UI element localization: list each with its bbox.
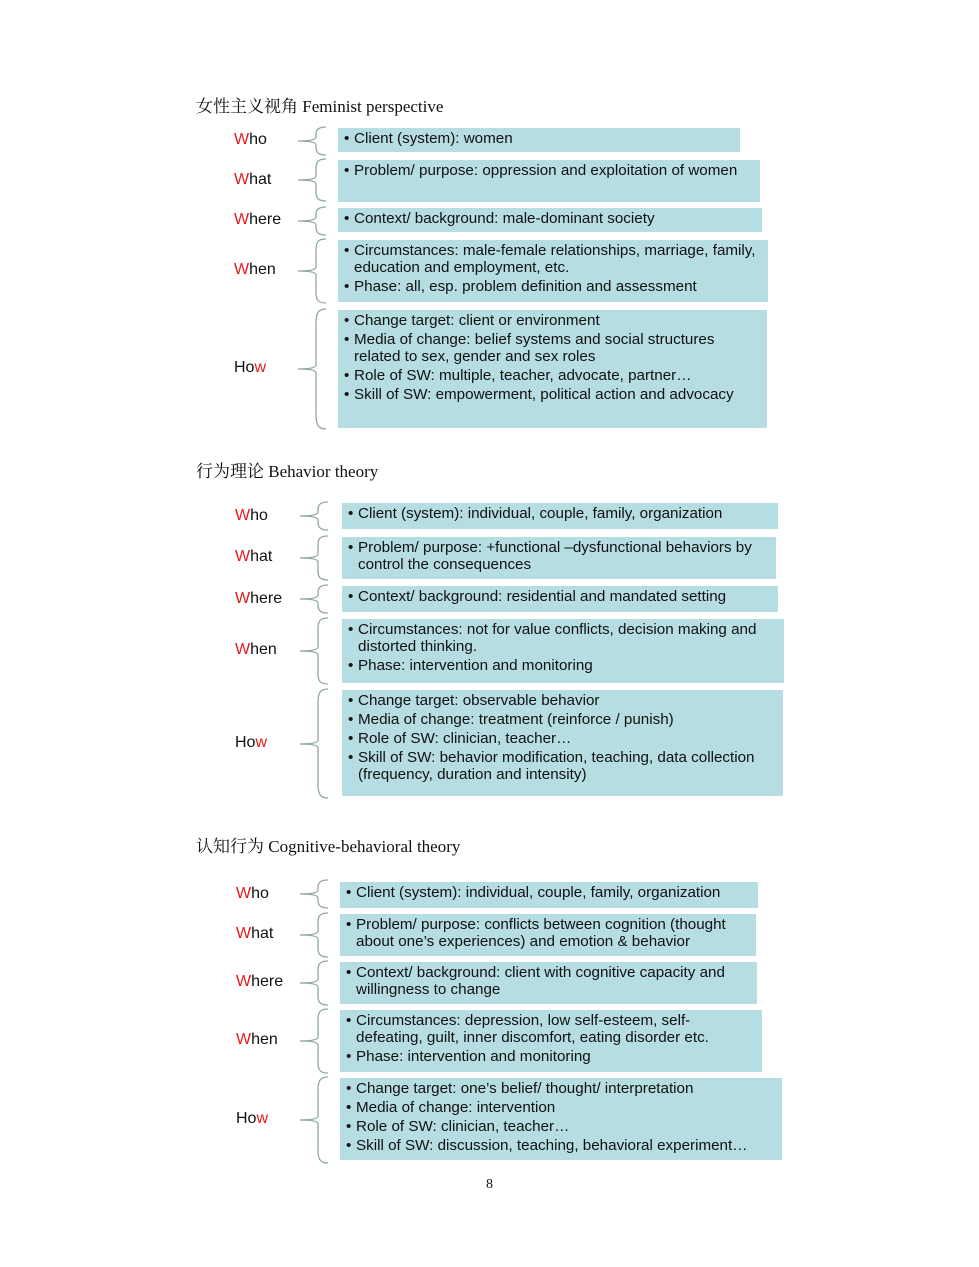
definition-box	[342, 586, 778, 612]
bullet-item: • Context/ background: male-dominant society	[344, 210, 754, 227]
bullet-item: • Change target: one’s belief/ thought/ interpretation	[346, 1080, 774, 1097]
row-label-when: When	[234, 261, 276, 278]
bullet-item: • Media of change: treatment (reinforce / punish)	[348, 711, 775, 728]
bullet-item: • Client (system): individual, couple, family, organization	[348, 505, 770, 522]
bullet-item: • Circumstances: not for value conflicts, decision making and distorted thinking.	[348, 621, 776, 655]
definition-box	[338, 240, 768, 302]
bullet-item: • Role of SW: clinician, teacher…	[348, 730, 775, 747]
page-number: 8	[486, 1177, 493, 1192]
bullet-item: • Problem/ purpose: +functional –dysfunctional behaviors by control the consequences	[348, 539, 768, 573]
bullet-item: • Phase: all, esp. problem definition and assessment	[344, 278, 760, 295]
bullet-item: • Skill of SW: empowerment, political action and advocacy	[344, 386, 759, 403]
definition-box	[338, 310, 767, 428]
definition-box	[338, 128, 740, 152]
row-label-when: When	[236, 1031, 278, 1048]
brace-icon	[296, 126, 330, 156]
definition-box	[340, 882, 758, 908]
definition-box	[340, 1010, 762, 1072]
brace-icon	[298, 1008, 332, 1074]
bullet-item: • Skill of SW: behavior modification, teaching, data collection (frequency, duration and intensity)	[348, 749, 775, 783]
definition-box	[340, 962, 757, 1004]
definition-box	[340, 1078, 782, 1160]
brace-icon	[296, 238, 330, 304]
row-label-how: How	[235, 734, 268, 751]
row-label-where: Where	[234, 211, 282, 228]
bullet-item: • Phase: intervention and monitoring	[346, 1048, 754, 1065]
brace-icon	[298, 960, 332, 1006]
brace-icon	[298, 1076, 332, 1164]
brace-icon	[296, 308, 330, 430]
bullet-item: • Circumstances: male-female relationships, marriage, family, education and employment, etc.	[344, 242, 760, 276]
section-title: 认知行为 Cognitive-behavioral theory	[196, 837, 461, 856]
bullet-item: • Role of SW: multiple, teacher, advocate, partner…	[344, 367, 759, 384]
bullet-item: • Context/ background: client with cognitive capacity and willingness to change	[346, 964, 749, 998]
bullet-item: • Change target: observable behavior	[348, 692, 775, 709]
section-title: 行为理论 Behavior theory	[196, 462, 379, 481]
row-label-how: How	[236, 1110, 269, 1127]
brace-icon	[298, 535, 332, 581]
definition-box	[340, 914, 756, 956]
row-label-where: Where	[236, 973, 284, 990]
brace-icon	[298, 879, 332, 909]
row-label-who: Who	[234, 131, 267, 148]
section-title: 女性主义视角 Feminist perspective	[196, 97, 444, 116]
row-label-where: Where	[235, 590, 283, 607]
bullet-item: • Client (system): individual, couple, family, organization	[346, 884, 750, 901]
brace-icon	[298, 617, 332, 685]
brace-icon	[296, 206, 330, 236]
bullet-item: • Problem/ purpose: oppression and exploitation of women	[344, 162, 752, 179]
row-label-who: Who	[236, 885, 269, 902]
definition-box	[338, 208, 762, 232]
definition-box	[338, 160, 760, 202]
bullet-item: • Context/ background: residential and mandated setting	[348, 588, 770, 605]
row-label-what: What	[236, 925, 274, 942]
definition-box	[342, 690, 783, 796]
brace-icon	[298, 688, 332, 800]
bullet-item: • Client (system): women	[344, 130, 732, 147]
row-label-how: How	[234, 359, 267, 376]
brace-icon	[298, 501, 332, 531]
definition-box	[342, 503, 778, 529]
row-label-who: Who	[235, 507, 268, 524]
bullet-item: • Phase: intervention and monitoring	[348, 657, 776, 674]
brace-icon	[298, 912, 332, 958]
bullet-item: • Media of change: intervention	[346, 1099, 774, 1116]
row-label-what: What	[234, 171, 272, 188]
definition-box	[342, 619, 784, 683]
bullet-item: • Role of SW: clinician, teacher…	[346, 1118, 774, 1135]
brace-icon	[296, 158, 330, 202]
bullet-item: • Circumstances: depression, low self-esteem, self-defeating, guilt, inner discomfort, eating disorder etc.	[346, 1012, 754, 1046]
brace-icon	[298, 584, 332, 614]
row-label-what: What	[235, 548, 273, 565]
bullet-item: • Problem/ purpose: conflicts between cognition (thought about one’s experiences) and emotion & behavior	[346, 916, 748, 950]
bullet-item: • Change target: client or environment	[344, 312, 759, 329]
row-label-when: When	[235, 641, 277, 658]
definition-box	[342, 537, 776, 579]
bullet-item: • Skill of SW: discussion, teaching, behavioral experiment…	[346, 1137, 774, 1154]
bullet-item: • Media of change: belief systems and social structures related to sex, gender and sex roles	[344, 331, 759, 365]
